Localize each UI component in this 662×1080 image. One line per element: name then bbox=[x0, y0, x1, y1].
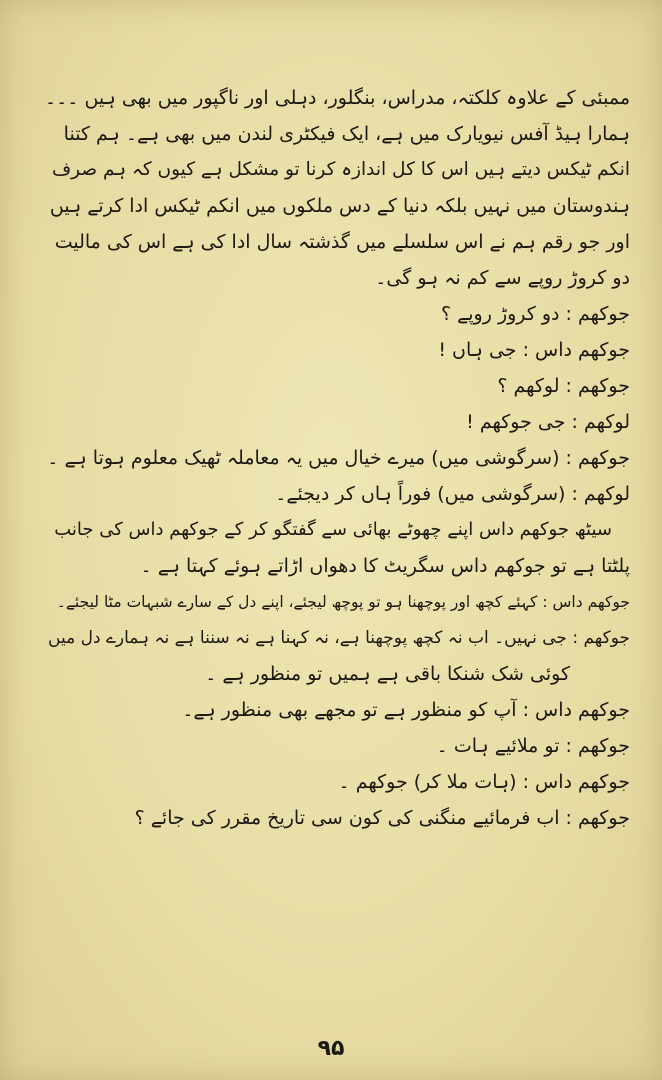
dialogue-line: لوکھم : (سرگوشی میں) فوراً ہاں کر دیجئے۔ bbox=[275, 483, 630, 505]
dialogue-line: لوکھم : جی جوکھم ! bbox=[466, 411, 630, 433]
text-line: ہمارا ہیڈ آفس نیویارک میں ہے، ایک فیکٹری لندن میں بھی ہے۔ ہم کتنا bbox=[63, 123, 630, 145]
narration-line: سیٹھ جوکھم داس اپنے چھوٹے بھائی سے گفتگو کر کے جوکھم داس کی جانب bbox=[54, 519, 612, 540]
dialogue-line: جوکھم : جی نہیں۔ اب نہ کچھ پوچھنا ہے، نہ کہنا ہے نہ سننا ہے نہ ہمارے دل میں bbox=[48, 628, 630, 648]
narration-line: پلٹتا ہے تو جوکھم داس سگریٹ کا دھواں اڑاتے ہوئے کہتا ہے ۔ bbox=[140, 555, 630, 577]
dialogue-line: جوکھم : لوکھم ؟ bbox=[497, 375, 630, 397]
dialogue-line: جوکھم داس : آپ کو منظور ہے تو مجھے بھی منظور ہے۔ bbox=[182, 699, 630, 721]
dialogue-line: جوکھم داس : کہئے کچھ اور پوچھنا ہو تو پوچھ لیجئے، اپنے دل کے سارے شبہات مٹا لیجئے۔ bbox=[56, 593, 630, 611]
dialogue-line: جوکھم داس : (ہات ملا کر) جوکھم ۔ bbox=[338, 771, 630, 793]
text-line: اور جو رقم ہم نے اس سلسلے میں گذشتہ سال ادا کی ہے اس کی مالیت bbox=[54, 231, 630, 253]
dialogue-line: جوکھم داس : جی ہاں ! bbox=[438, 339, 630, 361]
dialogue-line: جوکھم : (سرگوشی میں) میرے خیال میں یہ معاملہ ٹھیک معلوم ہوتا ہے ۔ bbox=[47, 447, 630, 469]
text-line: انکم ٹیکس دیتے ہیں اس کا کل اندازہ کرنا تو مشکل ہے کیوں کہ ہم صرف bbox=[51, 159, 630, 180]
dialogue-line: جوکھم : اب فرمائیے منگنی کی کون سی تاریخ مقرر کی جائے ؟ bbox=[134, 807, 630, 829]
dialogue-continuation-line: کوئی شک شنکا باقی ہے ہمیں تو منظور ہے ۔ bbox=[205, 663, 570, 685]
text-line: ممبئی کے علاوہ کلکتہ، مدراس، بنگلور، دہلی اور ناگپور میں بھی ہیں ۔۔۔ bbox=[45, 87, 630, 109]
dialogue-line: جوکھم : دو کروڑ روپے ؟ bbox=[441, 303, 630, 325]
text-line: دو کروڑ روپے سے کم نہ ہو گی۔ bbox=[375, 267, 630, 289]
page-body-text bbox=[44, 80, 630, 836]
dialogue-line: جوکھم : تو ملائیے ہات ۔ bbox=[436, 735, 630, 757]
text-line: ہندوستان میں نہیں بلکہ دنیا کے دس ملکوں میں انکم ٹیکس ادا کرتے ہیں bbox=[49, 195, 630, 217]
page-number: ۹۵ bbox=[317, 1036, 345, 1061]
